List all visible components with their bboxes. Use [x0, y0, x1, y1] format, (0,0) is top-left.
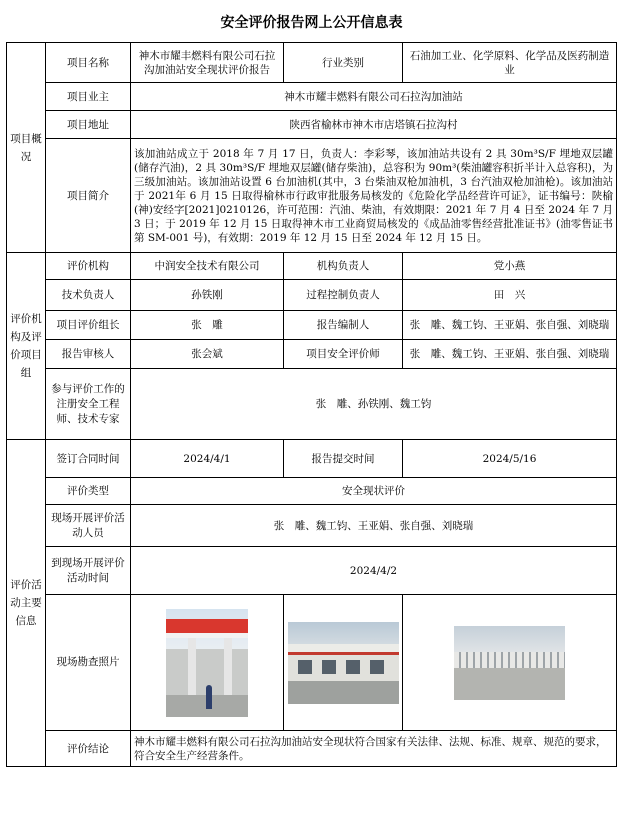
tech-head-value: 孙铁刚 [131, 280, 284, 311]
onsite-time-value: 2024/4/2 [131, 547, 617, 595]
address-label: 项目地址 [46, 111, 131, 139]
site-photo-station-building [288, 622, 399, 704]
owner-value: 神木市耀丰燃料有限公司石拉沟加油站 [131, 83, 617, 111]
engineer-value: 张 雕、魏工钧、王亚娟、张自强、刘晓瑞 [403, 340, 617, 369]
conclusion-label: 评价结论 [46, 731, 131, 767]
writer-label: 报告编制人 [284, 311, 403, 340]
process-head-label: 过程控制负责人 [284, 280, 403, 311]
photos-label: 现场勘查照片 [46, 595, 131, 731]
org-label: 评价机构 [46, 253, 131, 280]
org-head-label: 机构负责人 [284, 253, 403, 280]
experts-label: 参与评价工作的注册安全工程师、技术专家 [46, 369, 131, 440]
address-value: 陕西省榆林市神木市店塔镇石拉沟村 [131, 111, 617, 139]
org-head-value: 党小燕 [403, 253, 617, 280]
owner-label: 项目业主 [46, 83, 131, 111]
process-head-value: 田 兴 [403, 280, 617, 311]
project-name-label: 项目名称 [46, 43, 131, 83]
onsite-time-label: 到现场开展评价活动时间 [46, 547, 131, 595]
intro-value: 该加油站成立于 2018 年 7 月 17 日，负责人：李彩琴，该加油站共设有 2 具 30m³S/F 埋地双层罐(储存汽油)，2 具 30m³S/F 埋地双层罐(储存柴油)，总容积为 90m³(柴油罐容积折半计入总容积)，为三级加油站。该加油站设置 6 台加油机(其中，3 台柴油双枪加油机，3 台汽油双枪加油枪)。该加油站于 2021年 6 月 15 日取得榆林市行政审批服务局核发的《危险化学品经营许可证》，证书编号：陕榆(神)安经字[2021]0210126，许可范围：汽油、柴油，有效期限：2021 年 7 月 4 日至 2024 年 7 月 3 日；于 2019 年 12 月 15 日取得神木市工业商贸局核发的《成品油零售经营批准证书》(油零售证书第 SM-001 号)，有效期：2019 年 12 月 15 日至 2024 年 12 月 15 日。 [131, 139, 617, 253]
type-value: 安全现状评价 [131, 478, 617, 505]
experts-value: 张 雕、孙铁刚、魏工钧 [131, 369, 617, 440]
page-title: 安全评价报告网上公开信息表 [220, 15, 403, 31]
staff-value: 张 雕、魏工钧、王亚娟、张自强、刘晓瑞 [131, 505, 617, 547]
reviewer-value: 张会斌 [131, 340, 284, 369]
site-photo-station-canopy [166, 609, 248, 717]
submit-label: 报告提交时间 [284, 440, 403, 478]
section-activity: 评价活动主要信息 [7, 440, 46, 767]
conclusion-value: 神木市耀丰燃料有限公司石拉沟加油站安全现状符合国家有关法律、法规、标准、规章、规范的要求，符合安全生产经营条件。 [131, 731, 617, 767]
staff-label: 现场开展评价活动人员 [46, 505, 131, 547]
engineer-label: 项目安全评价师 [284, 340, 403, 369]
site-photo-tank-area [454, 626, 565, 700]
intro-label: 项目简介 [46, 139, 131, 253]
leader-label: 项目评价组长 [46, 311, 131, 340]
industry-value: 石油加工业、化学原料、化学品及医药制造业 [403, 43, 617, 83]
writer-value: 张 雕、魏工钧、王亚娟、张自强、刘晓瑞 [403, 311, 617, 340]
contract-value: 2024/4/1 [131, 440, 284, 478]
tech-head-label: 技术负责人 [46, 280, 131, 311]
photo-cell-1 [131, 595, 284, 731]
section-overview: 项目概况 [7, 43, 46, 253]
reviewer-label: 报告审核人 [46, 340, 131, 369]
leader-value: 张 雕 [131, 311, 284, 340]
industry-label: 行业类别 [284, 43, 403, 83]
photo-cell-2 [284, 595, 403, 731]
org-value: 中润安全技术有限公司 [131, 253, 284, 280]
submit-value: 2024/5/16 [403, 440, 617, 478]
photo-cell-3 [403, 595, 617, 731]
project-name-value: 神木市耀丰燃料有限公司石拉沟加油站安全现状评价报告 [131, 43, 284, 83]
type-label: 评价类型 [46, 478, 131, 505]
section-team: 评价机构及评价项目组 [7, 253, 46, 440]
info-table [6, 42, 617, 767]
contract-label: 签订合同时间 [46, 440, 131, 478]
